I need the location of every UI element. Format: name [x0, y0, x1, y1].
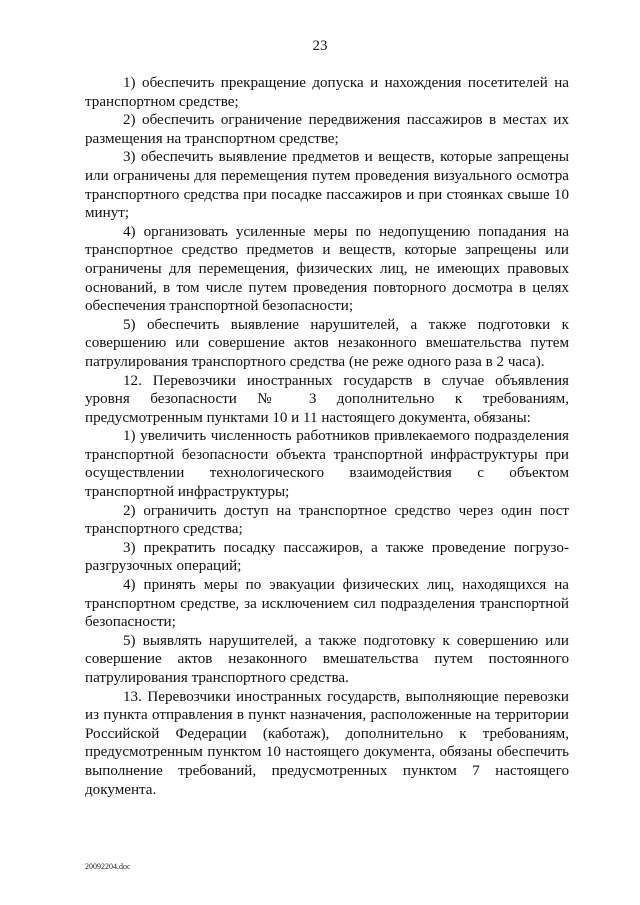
paragraph: 2) ограничить доступ на транспортное средство через один пост транспортного средства;	[85, 502, 569, 538]
paragraph: 4) организовать усиленные меры по недопущению попадания на транспортное средство предметов и веществ, которые запрещены или ограничены для перемещения, физических лиц, не имеющих правовых оснований, в том числе путем проведения повторного досмотра в целях обеспечения транспортной безопасности;	[85, 223, 569, 315]
paragraph: 1) увеличить численность работников привлекаемого подразделения транспортной безопасности объекта транспортной инфраструктуры при осуществлении технологического взаимодействия с объектом транспортной инфраструктуры;	[85, 428, 569, 501]
paragraph: 12. Перевозчики иностранных государств в случае объявления уровня безопасности № 3 дополнительно к требованиям, предусмотренным пунктами 10 и 11 настоящего документа, обязаны:	[85, 372, 569, 426]
paragraph: 13. Перевозчики иностранных государств, выполняющие перевозки из пункта отправления в пункт назначения, расположенные на территории Российской Федерации (каботаж), дополнительно к требованиям, предусмотренным пунктом 10 настоящего документа, обязаны обеспечить выполнение требований, предусмотренных пунктом 7 настоящего документа.	[85, 688, 569, 798]
paragraph: 2) обеспечить ограничение передвижения пассажиров в местах их размещения на транспортном средстве;	[85, 112, 569, 147]
footer-file-code: 20092204.doc	[85, 862, 131, 871]
paragraph: 5) обеспечить выявление нарушителей, а также подготовки к совершению или совершение актов незаконного вмешательства путем патрулирования транспортного средства (не реже одного раза в 2 часа).	[85, 316, 569, 370]
paragraph: 4) принять меры по эвакуации физических лиц, находящихся на транспортном средстве, за исключением сил подразделения транспортной безопасности;	[85, 577, 569, 631]
document-body	[85, 74, 569, 799]
paragraph: 1) обеспечить прекращение допуска и нахождения посетителей на транспортном средстве;	[85, 75, 569, 110]
paragraph: 3) обеспечить выявление предметов и веществ, которые запрещены или ограничены для перемещения путем проведения визуального осмотра транспортного средства при посадке пассажиров и при стоянках свыше 10 минут;	[85, 149, 569, 222]
paragraph: 5) выявлять нарушителей, а также подготовку к совершению или совершение актов незаконного вмешательства путем постоянного патрулирования транспортного средства.	[85, 632, 569, 686]
page-number: 23	[312, 38, 328, 54]
paragraph: 3) прекратить посадку пассажиров, а также проведение погрузо-разгрузочных операций;	[85, 539, 569, 575]
